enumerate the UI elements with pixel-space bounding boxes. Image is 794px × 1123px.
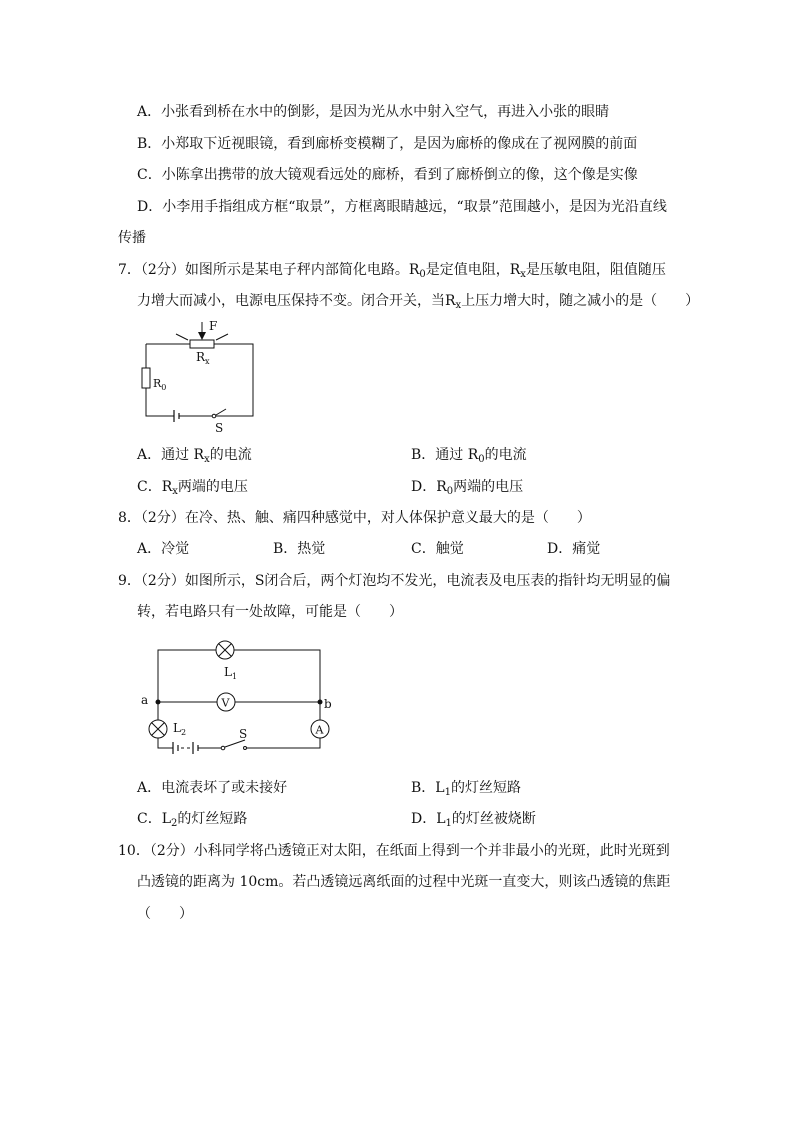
q9-circuit-diagram <box>135 634 340 759</box>
q7-option-a: A．通过 $R_x$的电流 <box>137 447 252 465</box>
ammeter-label: A <box>315 723 324 737</box>
q8-option-a: A．冷觉 <box>137 541 190 557</box>
rx-label: $R_x$ <box>196 350 210 366</box>
q9-option-c: C．$L_2$的灯丝短路 <box>137 811 248 829</box>
r0-label: $R_0$ <box>153 377 167 392</box>
q7-option-d: D．$R_0$两端的电压 <box>411 479 524 497</box>
q6-option-d-cont: 传播 <box>118 230 146 246</box>
q9-stem-line1: 9．（2分）如图所示，S闭合后，两个灯泡均不发光，电流表及电压表的指针均无明显的偏 <box>118 573 671 589</box>
q9-option-d: D．$L_1$的灯丝被烧断 <box>411 811 536 829</box>
node-a-label: a <box>141 693 149 707</box>
q9-option-a: A．电流表坏了或未接好 <box>137 780 288 796</box>
q6-option-d: D．小李用手指组成方框“取景”，方框离眼睛越远，“取景”范围越小，是因为光沿直线 <box>137 199 667 215</box>
switch-label: S <box>215 421 224 435</box>
l2-label: $L_2$ <box>173 721 187 737</box>
voltmeter-label: V <box>221 696 230 710</box>
q7-stem-line1: 7．（2分）如图所示是某电子秤内部简化电路。$R_0$是定值电阻，$R_x$是压敏电阻，阻值随压 <box>118 262 666 280</box>
q8-stem: 8．（2分）在冷、热、触、痛四种感觉中，对人体保护意义最大的是（ ） <box>118 510 591 526</box>
switch-label: S <box>239 727 248 741</box>
node-b-label: b <box>324 697 332 711</box>
q8-option-b: B．热觉 <box>273 541 326 557</box>
switch-icon <box>192 409 253 416</box>
q8-option-d: D．痛觉 <box>547 541 601 557</box>
q9-option-b: B．$L_1$的灯丝短路 <box>411 780 521 798</box>
q10-stem-line2: 凸透镜的距离为 10cm。若凸透镜远离纸面的过程中光斑一直变大，则该凸透镜的焦距 <box>137 874 671 890</box>
force-label: F <box>209 319 218 333</box>
force-arrow-icon <box>198 332 206 340</box>
q7-option-b: B．通过 $R_0$的电流 <box>411 447 527 465</box>
q7-stem-line2: 力增大而减小，电源电压保持不变。闭合开关，当$R_x$上压力增大时，随之减小的是（ ） <box>137 293 700 311</box>
q9-stem-line2: 转，若电路只有一处故障，可能是（ ） <box>137 604 403 620</box>
switch-icon <box>225 740 257 748</box>
q7-circuit-diagram <box>130 316 270 436</box>
q10-stem-line3: （ ） <box>137 906 193 922</box>
l1-label: $L_1$ <box>224 665 238 681</box>
rx-resistor <box>190 340 214 348</box>
battery-icon <box>174 410 179 422</box>
q8-option-c: C．触觉 <box>411 541 464 557</box>
r0-resistor <box>142 368 150 388</box>
q7-option-c: C．$R_x$两端的电压 <box>137 479 248 497</box>
q6-option-a: A．小张看到桥在水中的倒影，是因为光从水中射入空气，再进入小张的眼睛 <box>137 104 610 120</box>
q6-option-c: C．小陈拿出携带的放大镜观看远处的廊桥，看到了廊桥倒立的像，这个像是实像 <box>137 167 638 183</box>
battery-icon <box>173 742 198 754</box>
q10-stem-line1: 10．（2分）小科同学将凸透镜正对太阳，在纸面上得到一个并非最小的光斑，此时光斑到 <box>118 843 670 859</box>
q6-option-b: B．小郑取下近视眼镜，看到廊桥变模糊了，是因为廊桥的像成在了视网膜的前面 <box>137 136 638 152</box>
